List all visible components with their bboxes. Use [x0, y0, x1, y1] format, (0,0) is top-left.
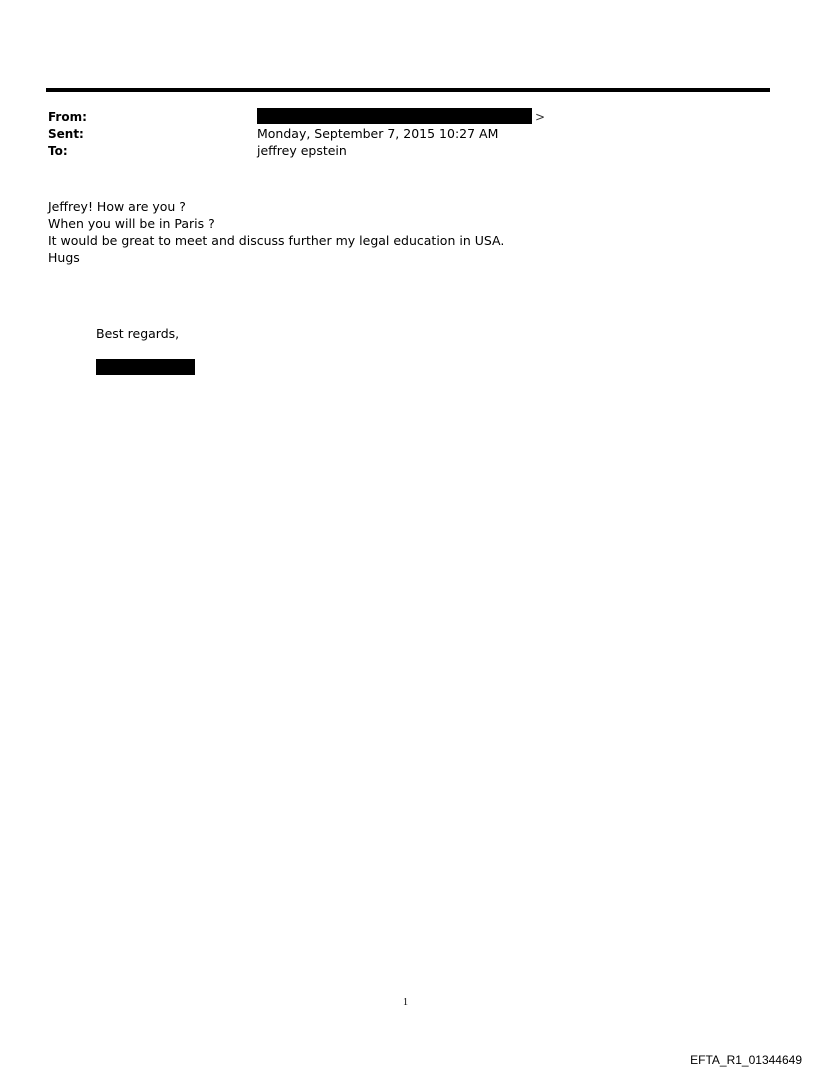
body-line: It would be great to meet and discuss further my legal education in USA.	[48, 233, 505, 248]
bates-number: EFTA_R1_01344649	[690, 1053, 802, 1067]
to-label: To:	[48, 144, 68, 158]
from-redaction	[257, 108, 532, 124]
body-line: When you will be in Paris ?	[48, 216, 215, 231]
signoff: Best regards,	[96, 326, 180, 341]
sent-value: Monday, September 7, 2015 10:27 AM	[257, 126, 499, 141]
from-suffix: >	[535, 110, 546, 124]
to-value: jeffrey epstein	[257, 143, 347, 158]
header-divider	[46, 88, 770, 92]
signature-redaction	[96, 359, 195, 375]
body-line: Hugs	[48, 250, 80, 265]
page-number: 1	[403, 997, 408, 1008]
sent-label: Sent:	[48, 127, 84, 141]
from-label: From:	[48, 110, 87, 124]
body-line: Jeffrey! How are you ?	[48, 199, 186, 214]
